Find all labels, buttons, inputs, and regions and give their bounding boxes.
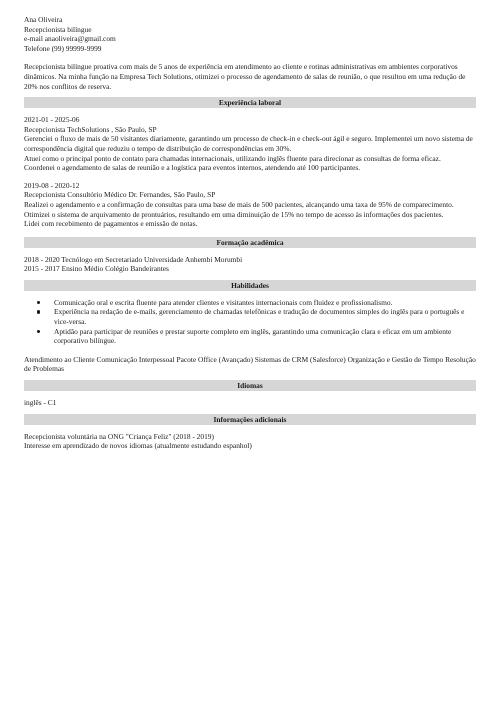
additional-info: [24, 432, 476, 451]
skills-list: [24, 298, 476, 346]
list-item: [54, 307, 476, 326]
education-item: 2015 - 2017 Ensino Médio Colégio Bandeirantes: [24, 264, 169, 274]
professional-summary: Recepcionista bilíngue proativa com mais de 5 anos de experiência em atendimento ao cliente e rotinas administrativas em ambientes corporativos dinâmicos. Na minha função na Empresa Tech Solutions, otimizei o processo de agendamento de salas de reunião, o que resultou em uma redução de 20% nos conflitos de reserva.: [24, 62, 466, 91]
job-entry: [24, 181, 476, 229]
additional-item: Recepcionista voluntária na ONG "Criança Feliz" (2018 - 2019): [24, 431, 214, 441]
section-heading-languages: Idiomas: [24, 380, 476, 391]
language-item: inglês - C1: [24, 398, 57, 408]
job-description: Realizei o agendamento e a confirmação de consultas para uma base de mais de 500 pacientes, alcançando uma taxa de 95% de comparecimento.: [24, 199, 454, 209]
job-role: Recepcionista TechSolutions , São Paulo, SP: [24, 124, 157, 134]
section-heading-experience: Experiência laboral: [24, 97, 476, 108]
additional-item: Interesse em aprendizado de novos idiomas (atualmente estudando espanhol): [24, 441, 252, 451]
contact-email: e-mail anaoliveira@gmail.com: [24, 34, 116, 44]
job-description: Otimizei o sistema de arquivamento de prontuários, resultando em uma diminuição de 15% no tempo de acesso às informações dos pacientes.: [24, 209, 444, 219]
job-dates: 2019-08 - 2020-12: [24, 180, 80, 190]
education-list: [24, 255, 476, 274]
section-heading-education: Formação acadêmica: [24, 237, 476, 248]
job-description: Lidei com recebimento de pagamentos e emissão de notas.: [24, 219, 198, 229]
education-item: 2018 - 2020 Tecnólogo em Secretariado Universidade Anhembi Morumbi: [24, 254, 243, 264]
contact-name: Ana Oliveira: [24, 15, 63, 24]
job-role: Recepcionista Consultório Médico Dr. Fernandes, São Paulo, SP: [24, 190, 216, 200]
section-heading-skills: Habilidades: [24, 280, 476, 291]
bullet-icon: [37, 310, 40, 313]
skill-text: Comunicação oral e escrita fluente para atender clientes e visitantes internacionais com fluidez e profissionalismo.: [54, 297, 393, 307]
contact-title: Recepcionista bilíngue: [24, 24, 92, 34]
skill-text: Experiência na redação de e-mails, gerenciamento de chamadas telefônicas e tradução de documentos simples do inglês para o português e vice-versa.: [54, 307, 465, 327]
job-description: Coordenei o agendamento de salas de reunião e a logística para eventos internos, atendendo até 100 participantes.: [24, 163, 361, 173]
list-item: [54, 327, 476, 346]
job-description: Gerenciei o fluxo de mais de 50 visitantes diariamente, garantindo um processo de check-in e check-out ágil e seguro. Implementei um novo sistema de correspondência digital que reduziu o tempo de distribuição de correspondências em 30%.: [24, 134, 473, 153]
contact-phone: Telefone (99) 99999-9999: [24, 43, 102, 53]
section-heading-additional: Informações adicionais: [24, 414, 476, 425]
list-item: [54, 298, 476, 308]
bullet-icon: [37, 301, 40, 304]
job-dates: 2021-01 - 2025-06: [24, 115, 80, 125]
job-entry: [24, 115, 476, 173]
job-description: Atuei como o principal ponto de contato para chamadas internacionais, utilizando inglês fluente para direcionar as consultas de forma eficaz.: [24, 153, 441, 163]
bullet-icon: [37, 330, 40, 333]
contact-block: [24, 15, 476, 53]
skills-keywords: Atendimento ao Cliente Comunicação Interpessoal Pacote Office (Avançado) Sistemas de CRM (Salesforce) Organização e Gestão de Tempo Resolução de Problemas: [24, 354, 476, 374]
skill-text: Aptidão para participar de reuniões e prestar suporte completo em inglês, garantindo uma comunicação clara e eficaz em um ambiente corporativo bilíngue.: [54, 326, 452, 346]
